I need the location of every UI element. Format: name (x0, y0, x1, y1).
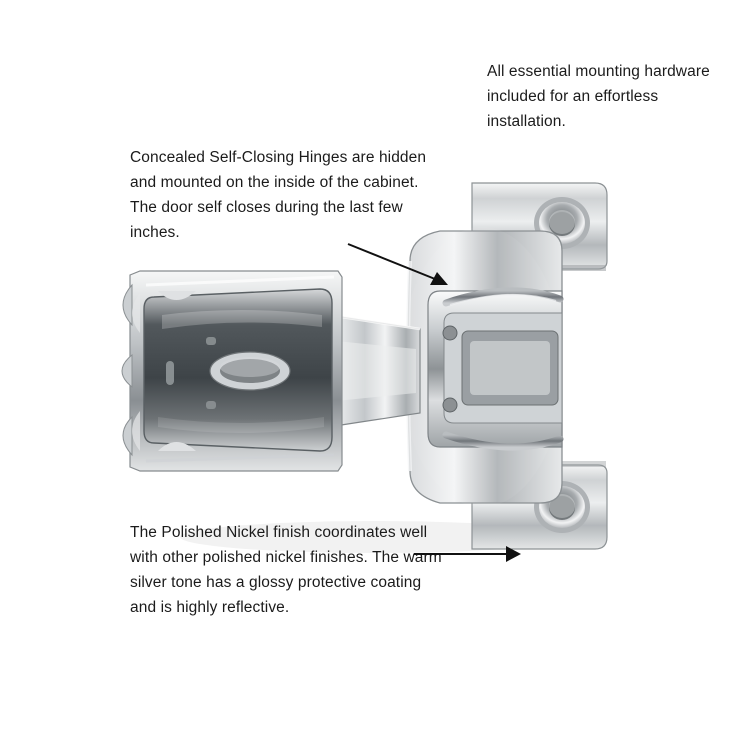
callout-concealed-hinges: Concealed Self-Closing Hinges are hidden and mounted on the inside of the cabinet. The door self closes during the last few inches. (130, 149, 427, 242)
hinge-body (400, 227, 564, 507)
hinge-cup (122, 271, 342, 471)
callout-polished-nickel-finish: The Polished Nickel finish coordinates well with other polished nickel finishes. The warm silver tone has a glossy protective coating and is highly reflective. (130, 524, 442, 617)
callout-mounting-hardware: All essential mounting hardware included for an effortless installation. (487, 63, 710, 131)
